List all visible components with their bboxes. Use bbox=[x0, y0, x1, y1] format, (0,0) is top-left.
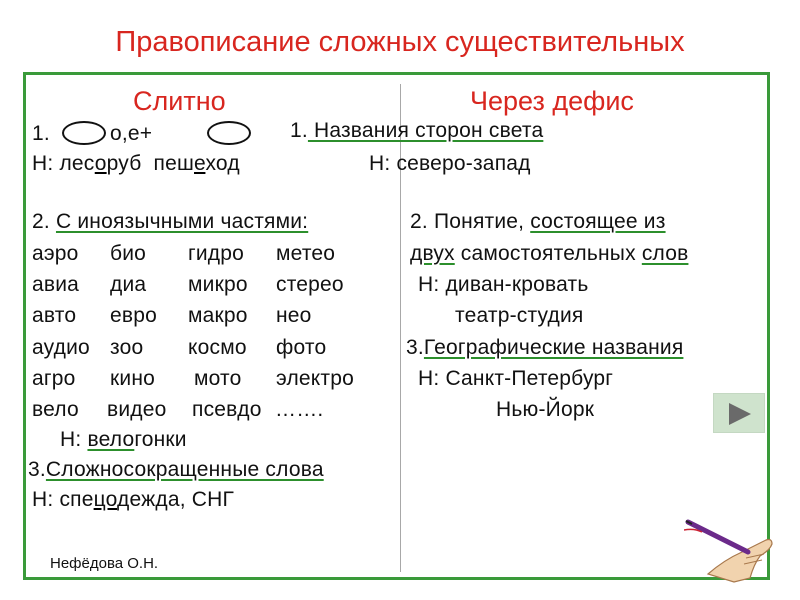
example-word-peshekhod: пешеход bbox=[153, 152, 240, 175]
rule-number: 2. bbox=[410, 210, 428, 233]
play-icon bbox=[729, 403, 751, 425]
hand-pen-icon bbox=[684, 518, 776, 584]
prefix-item: макро bbox=[188, 304, 248, 327]
author-name: Нефёдова О.Н. bbox=[50, 555, 159, 572]
left-heading: Слитно bbox=[133, 86, 226, 116]
right-rule2-line2: двух самостоятельных слов bbox=[410, 242, 689, 265]
right-heading: Через дефис bbox=[470, 86, 634, 116]
prefix-item: микро bbox=[188, 273, 248, 296]
rule-number: 3. bbox=[28, 458, 46, 481]
example-word-lesorub: лесоруб bbox=[59, 152, 142, 175]
prefix-item: гидро bbox=[188, 242, 245, 265]
example-word-sankt-peterburg: Санкт-Петербург bbox=[445, 367, 614, 390]
right-example3-word2: Нью-Йорк bbox=[496, 398, 595, 421]
connecting-vowel: е bbox=[194, 152, 206, 175]
right-example3 bbox=[418, 367, 613, 391]
prefix-item: фото bbox=[276, 336, 327, 359]
left-rule1-text: о,е+ bbox=[110, 122, 153, 145]
left-example3 bbox=[32, 488, 234, 512]
right-example2-word2: театр-студия bbox=[455, 304, 584, 327]
rule-number: 2. bbox=[32, 210, 50, 233]
prefix-item: диа bbox=[110, 273, 147, 296]
rule-number: 1. bbox=[290, 119, 308, 142]
right-rule3 bbox=[406, 336, 683, 360]
example-word-severo-zapad: северо-запад bbox=[396, 152, 531, 175]
rule-text: С иноязычными частями: bbox=[55, 210, 309, 233]
rule-text: Географические названия bbox=[423, 336, 684, 359]
prefix-item: евро bbox=[110, 304, 157, 327]
left-rule1-number: 1. bbox=[32, 122, 50, 145]
example-prefix: Н: bbox=[60, 428, 82, 451]
page-title: Правописание сложных существительных bbox=[115, 26, 685, 58]
rule-text: Сложносокращенные слова bbox=[45, 458, 324, 481]
example-prefix: Н: bbox=[369, 152, 391, 175]
left-example1 bbox=[32, 152, 240, 176]
prefix-item: агро bbox=[32, 367, 76, 390]
left-example2 bbox=[60, 428, 187, 452]
prefix-item: аудио bbox=[32, 336, 90, 359]
prefix-item: мото bbox=[194, 367, 242, 390]
prefix-item: авто bbox=[32, 304, 77, 327]
example-prefix: Н: bbox=[418, 367, 440, 390]
prefix-item: космо bbox=[188, 336, 247, 359]
rule-text: Названия сторон света bbox=[307, 119, 544, 142]
example-word-velogonki: велогонки bbox=[87, 428, 187, 451]
example-prefix: Н: bbox=[418, 273, 440, 296]
example-prefix: Н: bbox=[32, 488, 54, 511]
prefix-item: био bbox=[110, 242, 147, 265]
right-rule2-line1: 2. Понятие, состоящее из bbox=[410, 210, 666, 233]
prefix-item: ……. bbox=[275, 398, 324, 421]
example-prefix: Н: bbox=[32, 152, 54, 175]
right-rule1 bbox=[290, 119, 543, 143]
left-rule3 bbox=[28, 458, 324, 482]
prefix-item: зоо bbox=[110, 336, 144, 359]
prefix-item: видео bbox=[107, 398, 167, 421]
prefix-item: аэро bbox=[32, 242, 79, 265]
rule-number: 3. bbox=[406, 336, 424, 359]
left-rule2 bbox=[32, 210, 308, 234]
right-example1 bbox=[369, 152, 531, 176]
prefix-item: нео bbox=[276, 304, 312, 327]
prefix-item: стерео bbox=[276, 273, 344, 296]
prefix-item: метео bbox=[276, 242, 336, 265]
prefix-item: кино bbox=[110, 367, 155, 390]
right-example2 bbox=[418, 273, 588, 297]
prefix-item: псевдо bbox=[192, 398, 262, 421]
next-slide-button[interactable] bbox=[713, 393, 765, 433]
prefix-item: электро bbox=[276, 367, 354, 390]
blank-oval-2 bbox=[207, 121, 251, 145]
blank-oval-1 bbox=[62, 121, 106, 145]
prefix-item: вело bbox=[32, 398, 79, 421]
example-word-specodezhda: спецодежда, СНГ bbox=[59, 488, 235, 511]
example-word-divan-krovat: диван-кровать bbox=[445, 273, 589, 296]
prefix-item: авиа bbox=[32, 273, 80, 296]
connecting-vowel: о bbox=[94, 152, 107, 175]
